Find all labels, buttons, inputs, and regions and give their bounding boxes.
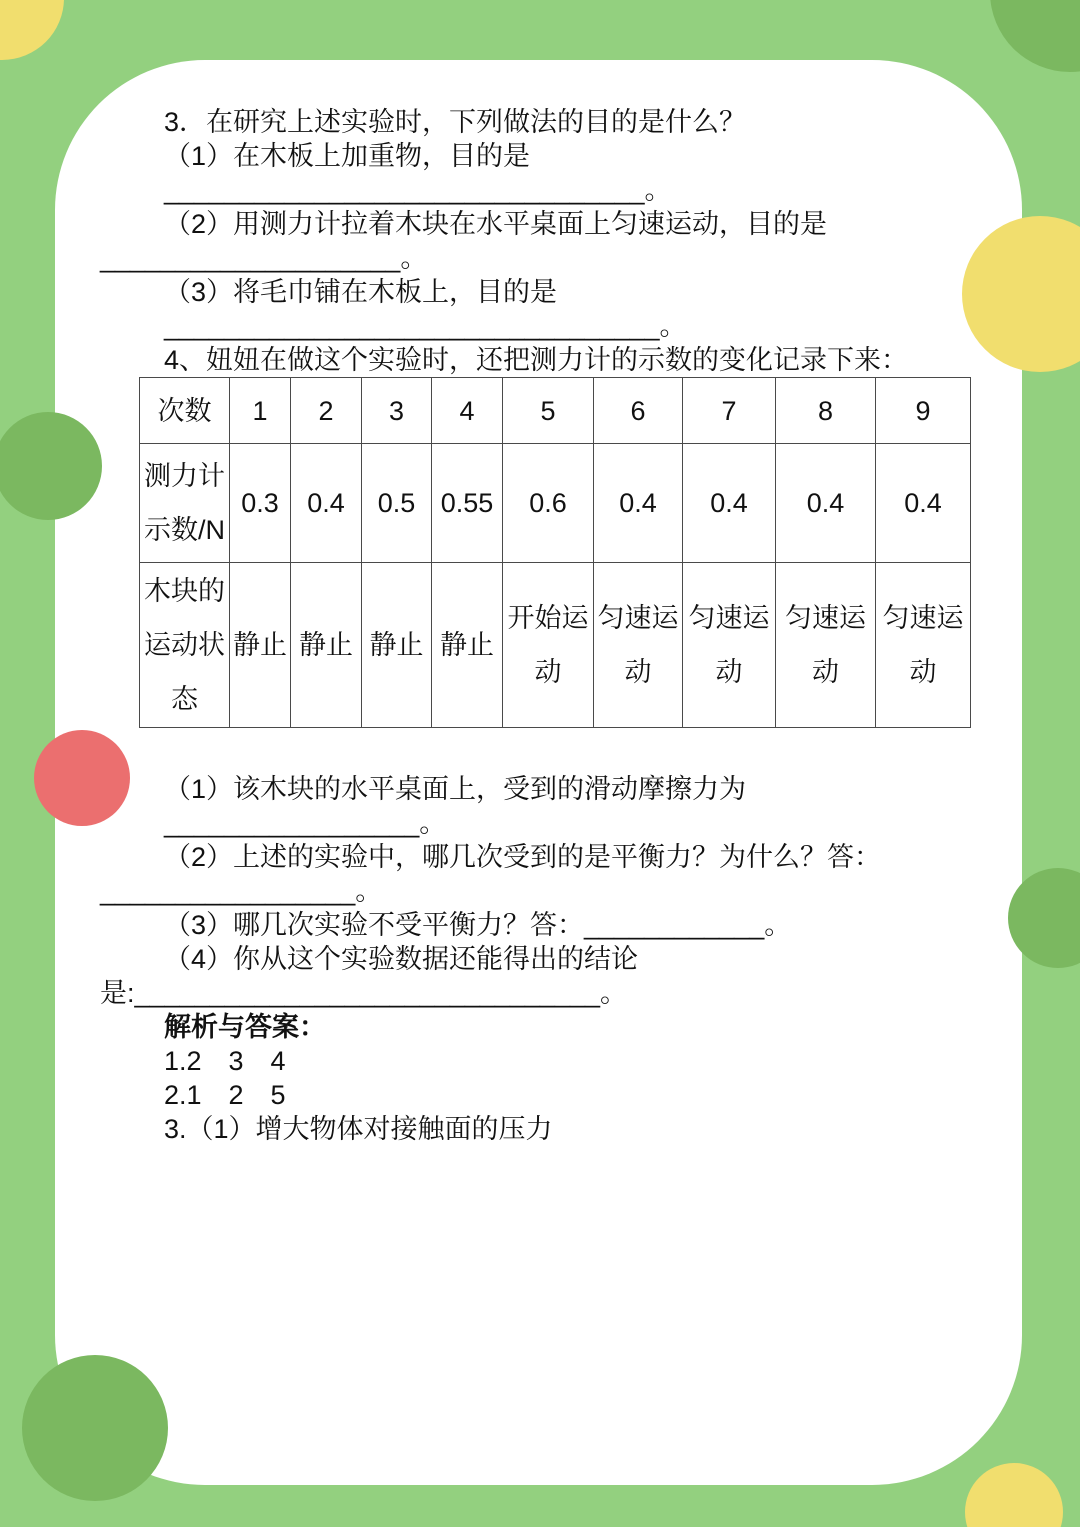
question-3-item-1: （1）在木板上加重物，目的是________________________________。 bbox=[164, 141, 672, 205]
table-cell: 0.4 bbox=[683, 444, 776, 563]
answer-line-2: 2.1 2 5 bbox=[164, 1080, 286, 1110]
question-3-item-3: （3）将毛巾铺在木板上，目的是_________________________________。 bbox=[164, 277, 687, 341]
table-header-cell: 测力计示数/N bbox=[140, 444, 230, 563]
question-3-item-2-blank: ____________________。 bbox=[100, 243, 428, 273]
question-3-title: 3．在研究上述实验时，下列做法的目的是什么？ bbox=[164, 107, 747, 137]
table-row-state bbox=[140, 563, 971, 728]
table-cell: 静止 bbox=[432, 563, 503, 728]
table-cell: 0.4 bbox=[876, 444, 971, 563]
question-3-item-2: （2）用测力计拉着木块在水平桌面上匀速运动，目的是 bbox=[164, 209, 828, 239]
table-row-force bbox=[140, 444, 971, 563]
table-header-cell: 次数 bbox=[140, 378, 230, 444]
table-cell: 匀速运动 bbox=[594, 563, 683, 728]
question-4-intro: 4、妞妞在做这个实验时，还把测力计的示数的变化记录下来： bbox=[164, 345, 909, 375]
table-cell: 9 bbox=[876, 378, 971, 444]
decor-circle-top-right-green bbox=[990, 0, 1080, 72]
table-row-times bbox=[140, 378, 971, 444]
table-cell: 匀速运动 bbox=[776, 563, 876, 728]
table-cell: 7 bbox=[683, 378, 776, 444]
table-cell: 0.3 bbox=[230, 444, 291, 563]
table-cell: 6 bbox=[594, 378, 683, 444]
table-cell: 2 bbox=[291, 378, 362, 444]
table-cell: 匀速运动 bbox=[876, 563, 971, 728]
question-4-item-2: （2）上述的实验中，哪几次受到的是平衡力？为什么？答： bbox=[164, 842, 882, 872]
question-4-item-2-blank: _________________。 bbox=[100, 876, 383, 906]
question-4-item-3: （3）哪几次实验不受平衡力？答：____________。 bbox=[164, 910, 792, 940]
table-cell: 4 bbox=[432, 378, 503, 444]
question-4-item-4-blank: 是:_______________________________。 bbox=[100, 978, 628, 1008]
decor-circle-top-left-yellow bbox=[0, 0, 64, 60]
experiment-data-table bbox=[139, 377, 971, 728]
answer-line-1: 1.2 3 4 bbox=[164, 1046, 286, 1076]
table-header-cell: 木块的运动状态 bbox=[140, 563, 230, 728]
table-cell: 0.4 bbox=[594, 444, 683, 563]
question-4-item-4: （4）你从这个实验数据还能得出的结论 bbox=[164, 944, 639, 974]
decor-circle-bottom-left-green bbox=[22, 1355, 168, 1501]
table-cell: 静止 bbox=[230, 563, 291, 728]
question-4-item-1: （1）该木块的水平桌面上，受到的滑动摩擦力为_________________。 bbox=[164, 774, 747, 838]
table-cell: 0.4 bbox=[291, 444, 362, 563]
table-cell: 1 bbox=[230, 378, 291, 444]
worksheet-card bbox=[55, 60, 1022, 1485]
table-cell: 8 bbox=[776, 378, 876, 444]
table-cell: 静止 bbox=[362, 563, 432, 728]
worksheet-content bbox=[100, 60, 995, 1146]
table-cell: 0.4 bbox=[776, 444, 876, 563]
decor-circle-bottom-right-yellow bbox=[965, 1463, 1063, 1527]
table-cell: 0.5 bbox=[362, 444, 432, 563]
table-cell: 5 bbox=[503, 378, 594, 444]
table-cell: 0.6 bbox=[503, 444, 594, 563]
table-cell: 静止 bbox=[291, 563, 362, 728]
decor-circle-left-red bbox=[34, 730, 130, 826]
table-cell: 开始运动 bbox=[503, 563, 594, 728]
answer-line-3: 3.（1）增大物体对接触面的压力 bbox=[164, 1114, 553, 1144]
table-cell: 0.55 bbox=[432, 444, 503, 563]
table-cell: 3 bbox=[362, 378, 432, 444]
answers-heading: 解析与答案： bbox=[164, 1012, 326, 1042]
table-cell: 匀速运动 bbox=[683, 563, 776, 728]
